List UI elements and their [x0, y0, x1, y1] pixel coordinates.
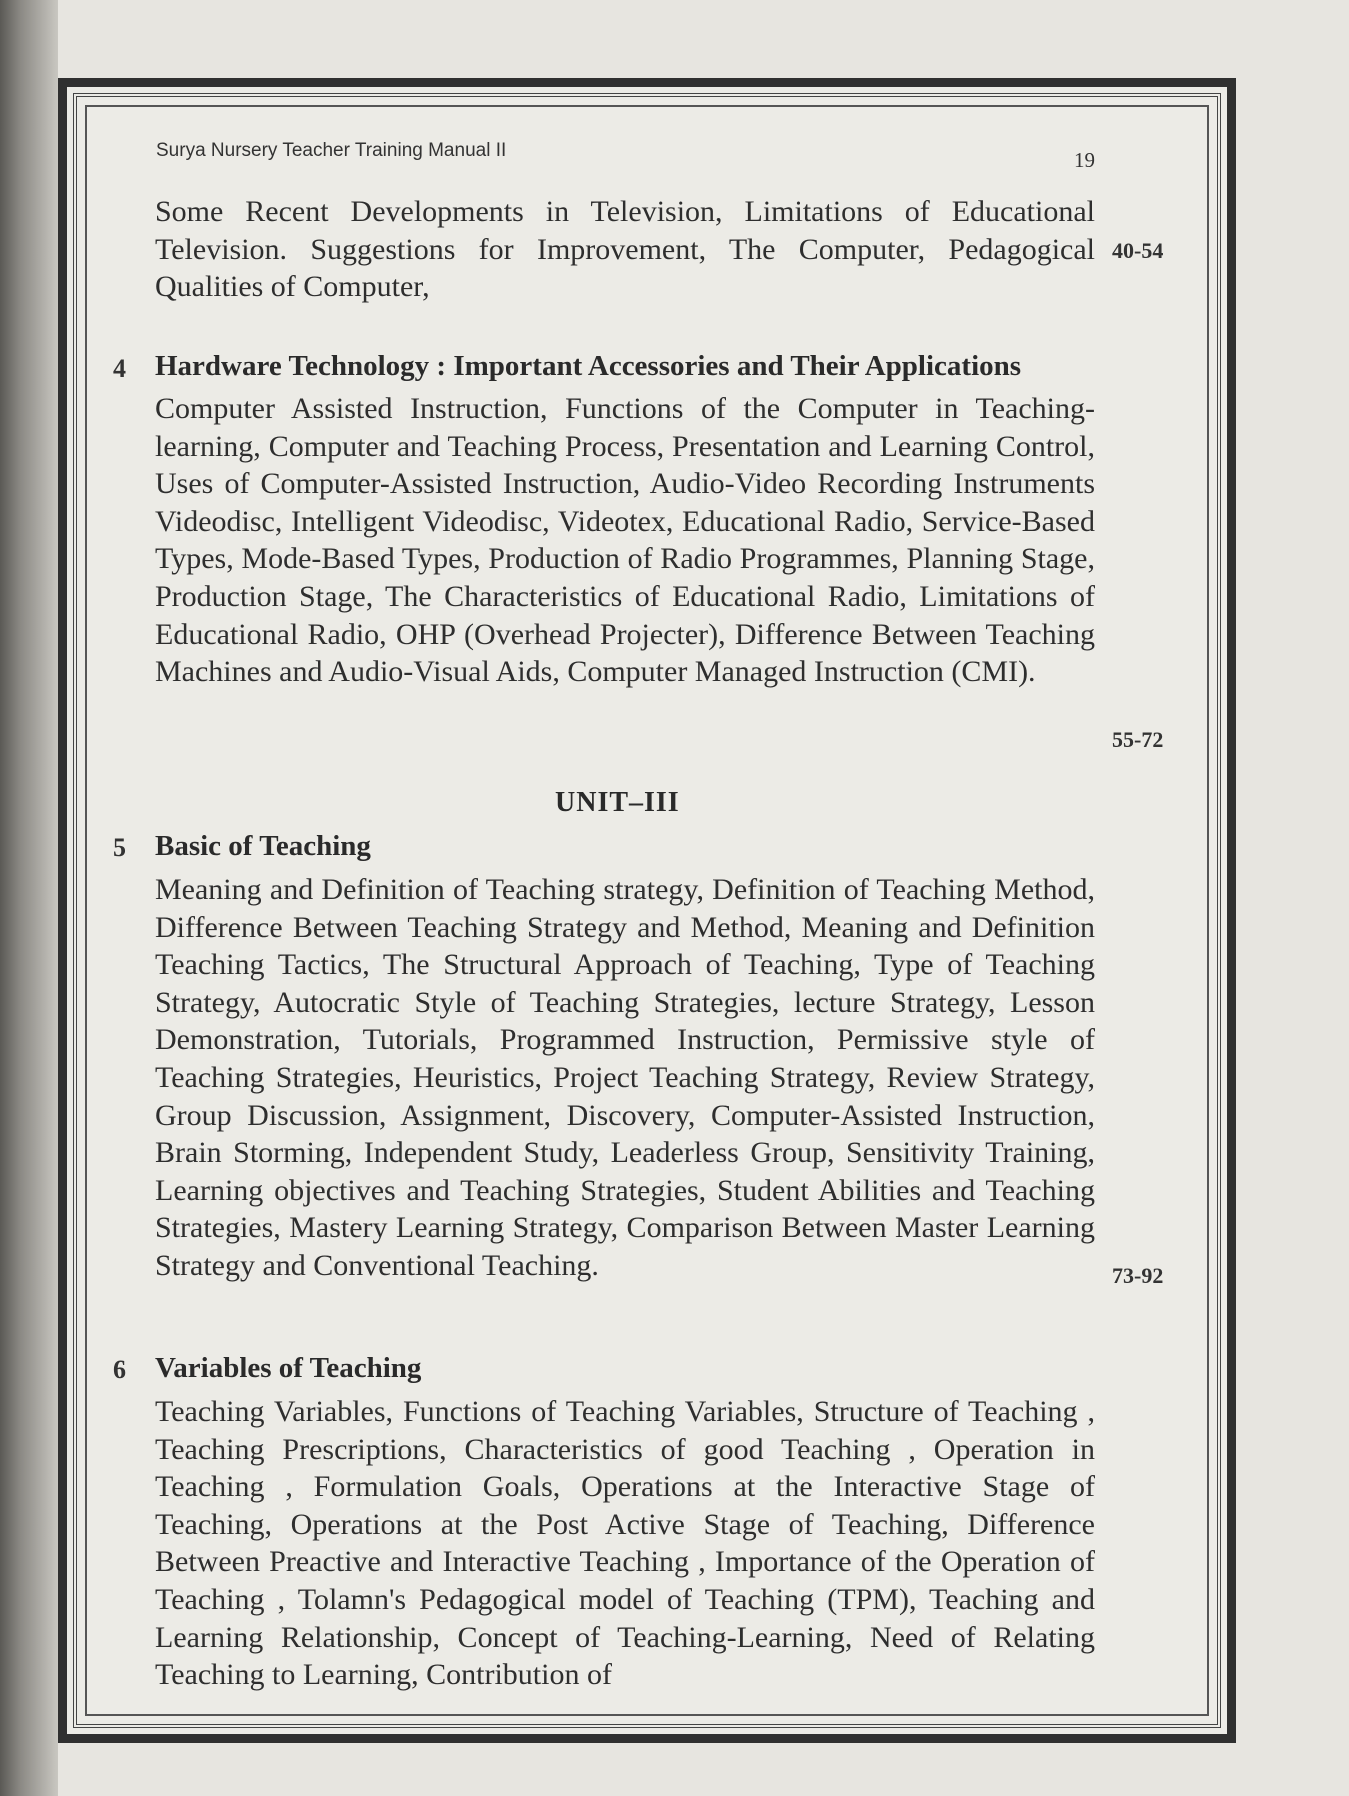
page-range-5: 73-92 — [1112, 1263, 1164, 1288]
section-title-4: Hardware Technology : Important Accessories and Their Applications — [155, 350, 1022, 382]
section-number-5: 5 — [113, 833, 126, 862]
page-gutter-shadow — [0, 0, 58, 1796]
page-range-4: 55-72 — [1112, 727, 1164, 752]
section-description-6: Teaching Variables, Functions of Teaching Variables, Structure of Teaching , Teaching Prescriptions, Characteristics of good Teaching , Operation in Teaching , Formulation Goals, Operations at the Interactive Stage of Teaching, Operations at the Post Active Stage of Teaching, Difference Between Preactive and Interactive Teaching , Importance of the Operation of Teaching , Tolamn's Pedagogical model of Teaching (TPM), Teaching and Learning Relationship, Concept of Teaching-Learning, Need of Relating Teaching to Learning, Contribution of — [155, 1395, 1095, 1692]
section-description-5: Meaning and Definition of Teaching strategy, Definition of Teaching Method, Difference Between Teaching Strategy and Method, Meaning and Definition Teaching Tactics, The Structural Approach of Teaching, Type of Teaching Strategy, Autocratic Style of Teaching Strategies, lecture Strategy, Lesson Demonstration, Tutorials, Programmed Instruction, Permissive style of Teaching Strategies, Heuristics, Project Teaching Strategy, Review Strategy, Group Discussion, Assignment, Discovery, Computer-Assisted Instruction, Brain Storming, Independent Study, Leaderless Group, Sensitivity Training, Learning objectives and Teaching Strategies, Student Abilities and Teaching Strategies, Mastery Learning Strategy, Comparison Between Master Learning Strategy and Conventional Teaching. — [155, 873, 1095, 1282]
running-header-title: Surya Nursery Teacher Training Manual II — [156, 140, 507, 161]
toc-entry-4 — [155, 348, 1095, 691]
section-description-4: Computer Assisted Instruction, Functions of the Computer in Teaching-learning, Computer and Teaching Process, Presentation and Learning Control, Uses of Computer-Assisted Instruction, Audio-Video Recording Instruments Videodisc, Intelligent Videodisc, Videotex, Educational Radio, Service-Based Types, Mode-Based Types, Production of Radio Programmes, Planning Stage, Production Stage, The Characteristics of Educational Radio, Limitations of Educational Radio, OHP (Overhead Projecter), Difference Between Teaching Machines and Audio-Visual Aids, Computer Managed Instruction (CMI). — [155, 392, 1095, 689]
toc-entry-5 — [155, 828, 1095, 1285]
section-number-6: 6 — [113, 1355, 126, 1384]
page-range-continued: 40-54 — [1112, 238, 1164, 263]
toc-entry-6 — [155, 1350, 1095, 1694]
unit-heading: UNIT–III — [555, 787, 680, 818]
page-number: 19 — [1074, 148, 1095, 172]
section-title-5: Basic of Teaching — [155, 830, 371, 862]
section-title-6: Variables of Teaching — [155, 1352, 422, 1384]
toc-entry-description: Some Recent Developments in Television, Limitations of Educational Television. Suggestions for Improvement, The Computer, Pedagogical Qualities of Computer, — [155, 195, 1095, 304]
toc-entry-continued — [155, 193, 1095, 306]
section-number-4: 4 — [113, 354, 126, 383]
